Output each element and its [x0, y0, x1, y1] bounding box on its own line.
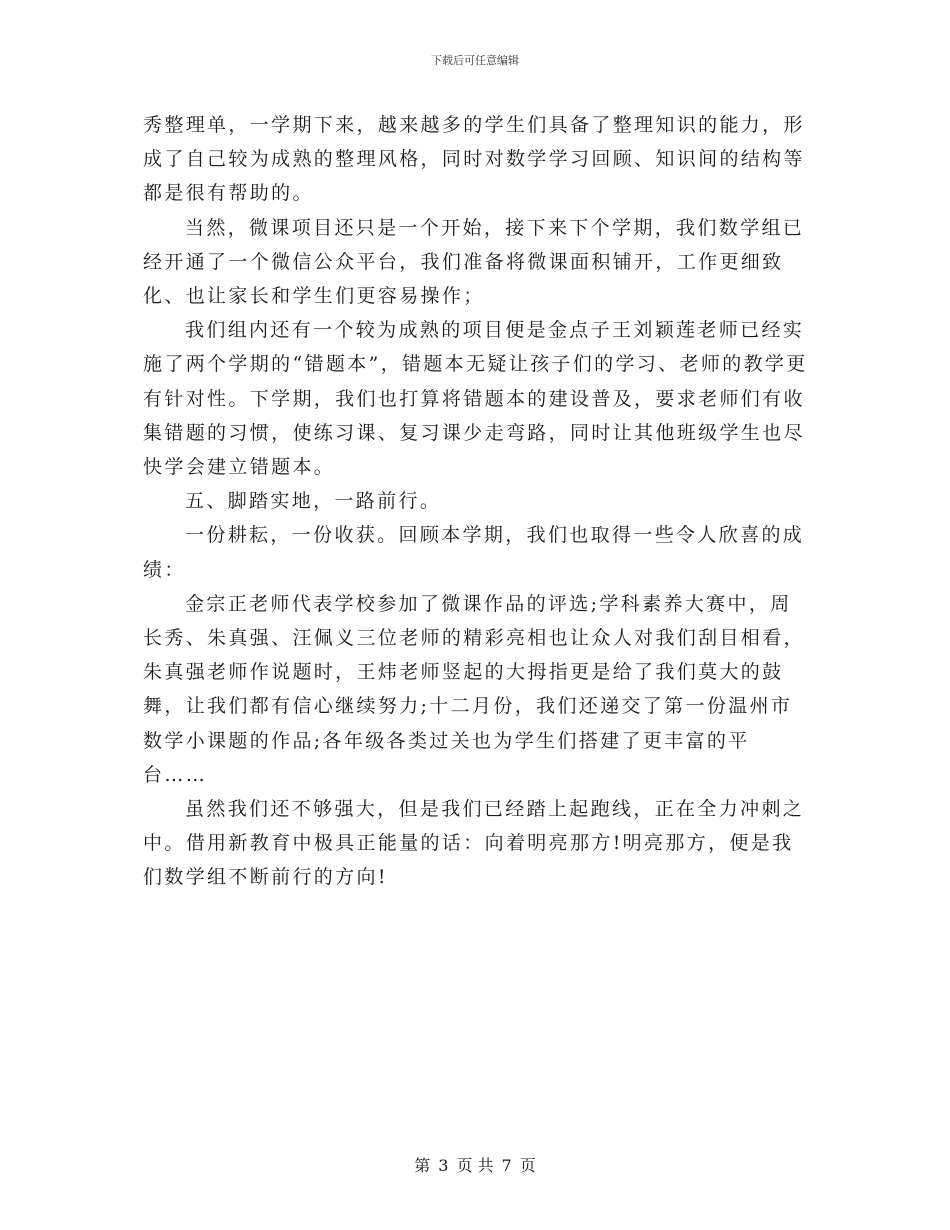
paragraph: 秀整理单，一学期下来，越来越多的学生们具备了整理知识的能力，形成了自己较为成熟的整理风格，同时对数学学习回顾、知识间的结构等都是很有帮助的。 — [143, 114, 805, 205]
current-page-number: 3 — [438, 1156, 449, 1175]
paragraph: 金宗正老师代表学校参加了微课作品的评选;学科素养大赛中，周长秀、朱真强、汪佩义三位老师的精彩亮相也让众人对我们刮目相看，朱真强老师作说题时，王炜老师竖起的大拇指更是给了我们莫大的鼓舞，让我们都有信心继续努力;十二月份，我们还递交了第一份温州市数学小课题的作品;各年级各类过关也为学生们搭建了更丰富的平台…… — [143, 592, 805, 786]
page-label-suffix: 页 — [519, 1156, 536, 1175]
page-footer — [0, 1156, 950, 1176]
page-label-middle: 页 共 — [456, 1156, 494, 1175]
header-text: 下载后可任意编辑 — [431, 54, 519, 67]
total-pages-number: 7 — [501, 1156, 512, 1175]
paragraph: 虽然我们还不够强大，但是我们已经踏上起跑线，正在全力冲刺之中。借用新教育中极具正能量的话：向着明亮那方!明亮那方，便是我们数学组不断前行的方向! — [143, 798, 805, 889]
section-heading: 五、脚踏实地，一路前行。 — [185, 490, 442, 513]
paragraph: 一份耕耘，一份收获。回顾本学期，我们也取得一些令人欣喜的成绩： — [143, 524, 805, 581]
page-label-prefix: 第 — [414, 1156, 431, 1175]
paragraph: 当然，微课项目还只是一个开始，接下来下个学期，我们数学组已经开通了一个微信公众平台，我们准备将微课面积铺开，工作更细致化、也让家长和学生们更容易操作； — [143, 216, 805, 308]
paragraph: 我们组内还有一个较为成熟的项目便是金点子王刘颖莲老师已经实施了两个学期的“错题本”，错题本无疑让孩子们的学习、老师的教学更有针对性。下学期，我们也打算将错题本的建设普及，要求老师们有收集错题的习惯，使练习课、复习课少走弯路，同时让其他班级学生也尽快学会建立错题本。 — [143, 319, 808, 479]
document-body — [143, 108, 808, 895]
page-header — [0, 53, 950, 69]
